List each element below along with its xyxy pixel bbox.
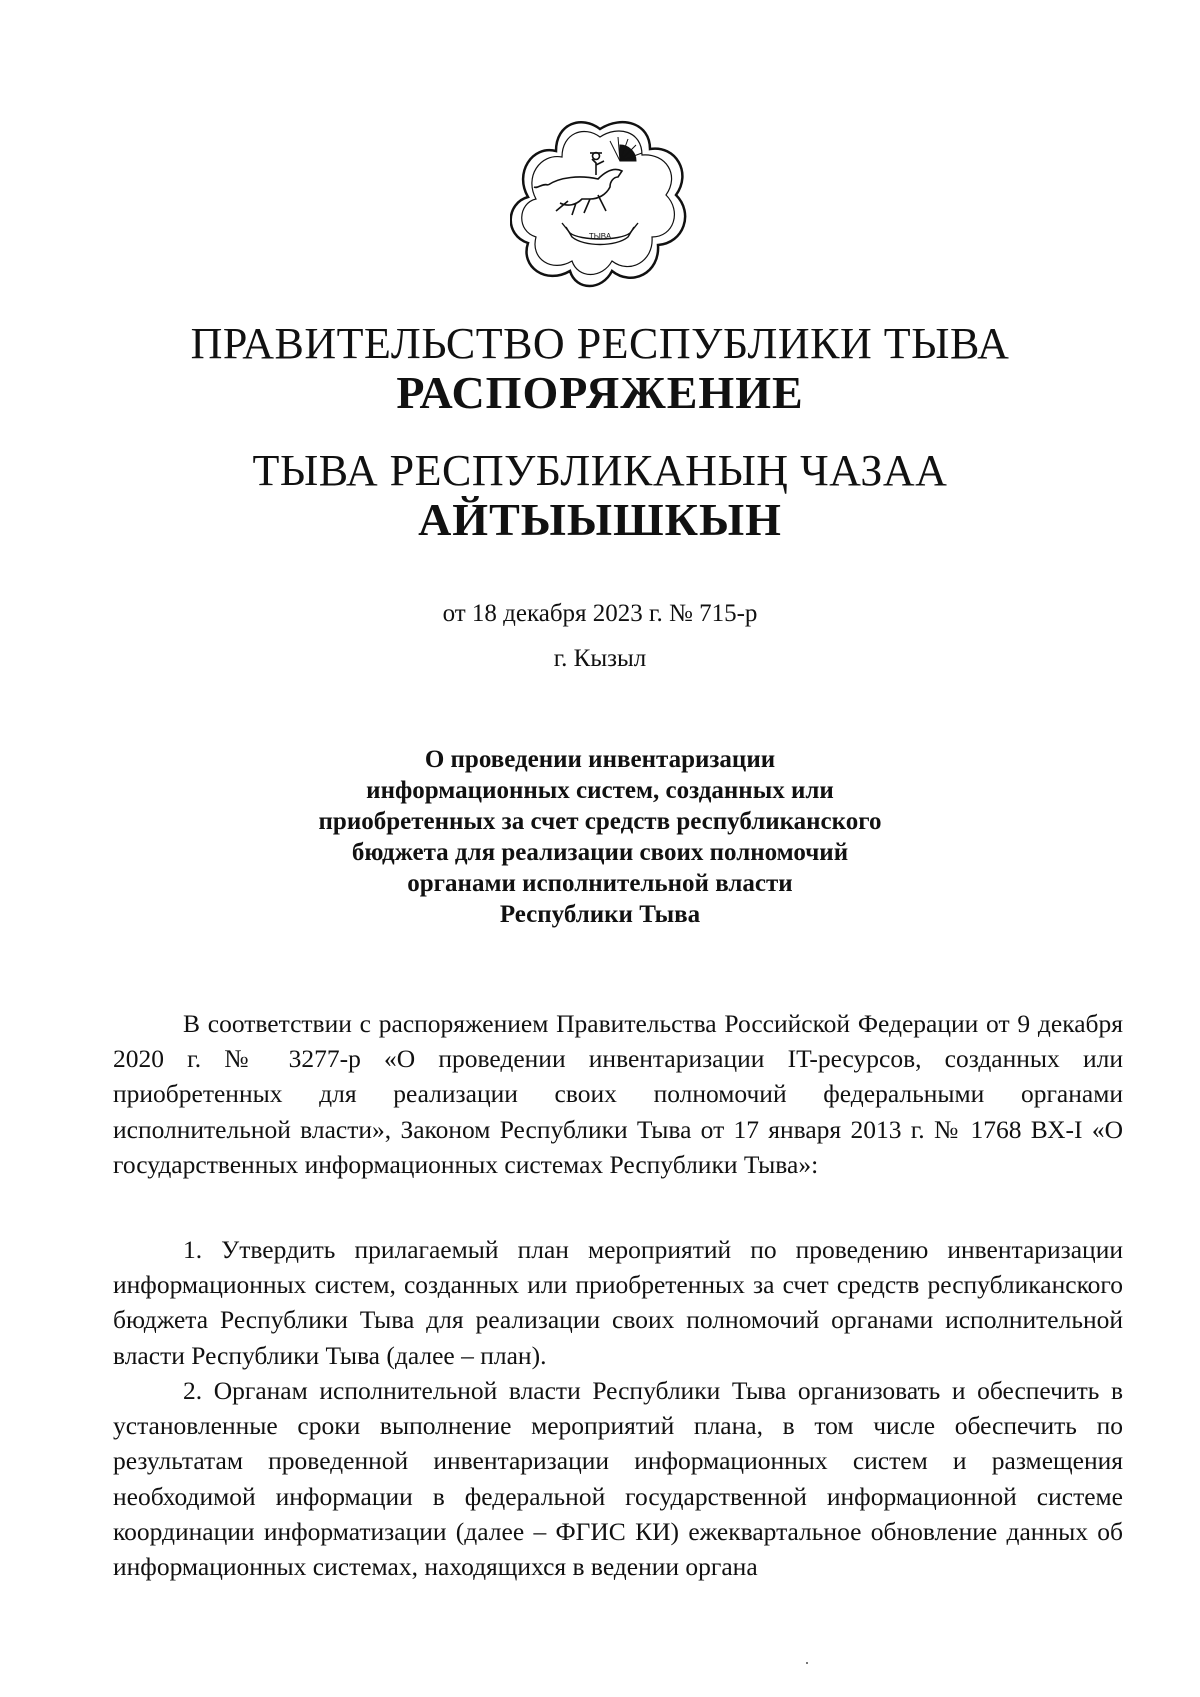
subject-line: приобретенных за счет средств республиканского bbox=[318, 808, 882, 835]
subject-line: О проведении инвентаризации bbox=[424, 746, 776, 773]
document-city: г. Кызыл bbox=[553, 645, 647, 672]
subject-line: органами исполнительной власти bbox=[407, 870, 793, 897]
government-title-tyv: ТЫВА РЕСПУБЛИКАНЫҢ ЧАЗАА bbox=[252, 446, 948, 495]
subject-line: Республики Тыва bbox=[499, 901, 701, 928]
scan-dot bbox=[806, 1662, 808, 1664]
clause-2-paragraph: 2. Органам исполнительной власти Республики Тыва организовать и обеспечить в установленные сроки выполнение мероприятий плана, в том числе обеспечить по результатам проведенной инвентаризации информационных систем и размещения необходимой информации в федеральной государственной информационной системе координации информатизации (далее – ФГИС КИ) ежеквартальное обновление данных об информационных системах, находящихся в ведении органа bbox=[113, 1376, 1123, 1582]
government-title-ru: ПРАВИТЕЛЬСТВО РЕСПУБЛИКИ ТЫВА bbox=[190, 319, 1010, 368]
preamble-paragraph: В соответствии с распоряжением Правительства Российской Федерации от 9 декабря 2020 г. № 3277-р «О проведении инвентаризации IT-ресурсов, созданных или приобретенных для реализации своих полномочий федеральными органами исполнительной власти», Законом Республики Тыва от 17 января 2013 г. № 1768 ВХ-I «О государственных информационных системах Республики Тыва»: bbox=[113, 1009, 1123, 1179]
subject-line: бюджета для реализации своих полномочий bbox=[351, 839, 849, 866]
emblem-outline bbox=[511, 122, 685, 286]
emblem-caption: ТЫВА bbox=[588, 232, 612, 241]
document-type-ru: РАСПОРЯЖЕНИЕ bbox=[396, 367, 804, 418]
document-date-number: от 18 декабря 2023 г. № 715-р bbox=[442, 600, 758, 627]
document-type-tyv: АЙТЫЫШКЫН bbox=[418, 494, 782, 545]
subject-line: информационных систем, созданных или bbox=[366, 777, 834, 804]
clause-1-paragraph: 1. Утвердить прилагаемый план мероприятий по проведению инвентаризации информационных систем, созданных или приобретенных за счет средств республиканского бюджета Республики Тыва для реализации своих полномочий органами исполнительной власти Республики Тыва (далее – план). bbox=[113, 1235, 1123, 1370]
horse-rider-icon bbox=[534, 153, 622, 216]
document-subject bbox=[250, 744, 950, 930]
coat-of-arms-emblem bbox=[510, 115, 690, 295]
sun-icon bbox=[610, 137, 642, 161]
